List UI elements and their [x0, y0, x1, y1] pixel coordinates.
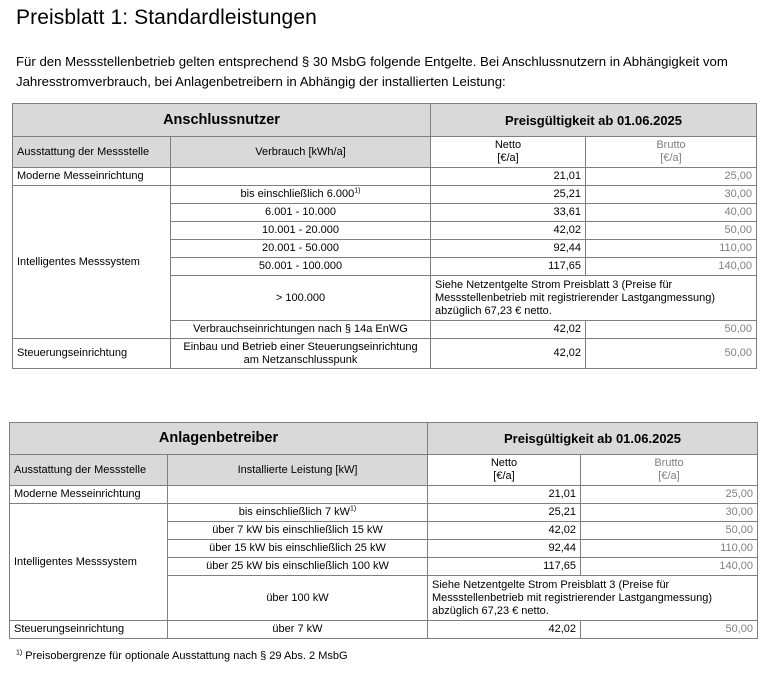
- brutto-label: Brutto: [656, 139, 686, 151]
- intro-text: Für den Messstellenbetrieb gelten entsprechend § 30 MsbG folgende Entgelte. Bei Anschlussnutzern in Abhängigkeit vom Jahresstromverbrauch, bei Anlagenbetreibern in Abhängig der installierten Leistung:: [16, 54, 728, 89]
- netto-value: 92,44: [428, 540, 581, 558]
- power-range: über 7 kW bis einschließlich 15 kW: [168, 522, 428, 540]
- netto-label: Netto: [494, 139, 522, 151]
- netto-value: 25,21: [431, 186, 586, 204]
- section-title: Anlagenbetreiber: [10, 423, 428, 455]
- brutto-value: 50,00: [586, 321, 757, 339]
- power-range: [168, 486, 428, 504]
- netto-value: 117,65: [428, 558, 581, 576]
- brutto-label: Brutto: [654, 457, 684, 469]
- footnote-text: Preisobergrenze für optionale Ausstattung nach § 29 Abs. 2 MsbG: [25, 650, 348, 662]
- equipment-label: Steuerungseinrichtung: [10, 621, 168, 639]
- price-table-anlagenbetreiber: [9, 422, 758, 639]
- netto-value: 21,01: [428, 486, 581, 504]
- usage-range: 20.001 - 50.000: [171, 240, 431, 258]
- equipment-label: Steuerungseinrichtung: [13, 339, 171, 369]
- brutto-value: 140,00: [581, 558, 758, 576]
- usage-range: > 100.000: [171, 276, 431, 321]
- price-table-anschlussnutzer: [12, 103, 757, 369]
- equipment-label: Intelligentes Messsystem: [10, 504, 168, 621]
- price-note: Siehe Netzentgelte Strom Preisblatt 3 (Preise für Messstellenbetrieb mit registrierender Lastgangmessung) abzüglich 67,23 € netto.: [428, 576, 758, 621]
- col-header-equipment: Ausstattung der Messstelle: [10, 455, 168, 486]
- usage-range: Einbau und Betrieb einer Steuerungseinrichtung am Netzanschlusspunk: [171, 339, 431, 369]
- brutto-value: 110,00: [586, 240, 757, 258]
- brutto-value: 30,00: [586, 186, 757, 204]
- usage-range: 50.001 - 100.000: [171, 258, 431, 276]
- netto-value: 25,21: [428, 504, 581, 522]
- brutto-unit: [€/a]: [660, 152, 682, 164]
- brutto-value: 50,00: [581, 522, 758, 540]
- table-row: [10, 504, 758, 522]
- table-row: [13, 168, 757, 186]
- brutto-value: 140,00: [586, 258, 757, 276]
- brutto-unit: [€/a]: [658, 470, 680, 482]
- netto-label: Netto: [490, 457, 518, 469]
- brutto-value: 25,00: [586, 168, 757, 186]
- netto-value: 42,02: [428, 522, 581, 540]
- footnote-ref: 1): [350, 505, 357, 513]
- netto-unit: [€/a]: [493, 470, 515, 482]
- netto-value: 42,02: [431, 222, 586, 240]
- usage-range: [171, 168, 431, 186]
- netto-value: 92,44: [431, 240, 586, 258]
- brutto-value: 50,00: [586, 339, 757, 369]
- table-row: [10, 486, 758, 504]
- col-header-power: Installierte Leistung [kW]: [168, 455, 428, 486]
- brutto-value: 40,00: [586, 204, 757, 222]
- table-row: [13, 339, 757, 369]
- usage-range: 10.001 - 20.000: [171, 222, 431, 240]
- power-range: über 7 kW: [168, 621, 428, 639]
- netto-value: 42,02: [431, 339, 586, 369]
- col-header-brutto: [581, 455, 758, 486]
- col-header-netto: [428, 455, 581, 486]
- col-header-netto: [431, 137, 586, 168]
- footnote-ref: 1): [354, 187, 361, 195]
- footnote-mark: 1): [16, 649, 23, 657]
- netto-value: 33,61: [431, 204, 586, 222]
- usage-range: 6.001 - 10.000: [171, 204, 431, 222]
- price-validity: Preisgültigkeit ab 01.06.2025: [431, 104, 757, 137]
- netto-value: 42,02: [431, 321, 586, 339]
- usage-range: bis einschließlich 6.000$^{1)}$: [171, 186, 431, 204]
- equipment-label: Moderne Messeinrichtung: [13, 168, 171, 186]
- power-range: bis einschließlich 7 $kW^{1)}$: [168, 504, 428, 522]
- col-header-equipment: Ausstattung der Messstelle: [13, 137, 171, 168]
- col-header-brutto: [586, 137, 757, 168]
- table-row: [13, 186, 757, 204]
- equipment-label: Moderne Messeinrichtung: [10, 486, 168, 504]
- power-range: über 25 kW bis einschließlich 100 kW: [168, 558, 428, 576]
- netto-unit: [€/a]: [497, 152, 519, 164]
- page-title: Preisblatt 1: Standardleistungen: [16, 6, 317, 29]
- section-title: Anschlussnutzer: [13, 104, 431, 137]
- brutto-value: 30,00: [581, 504, 758, 522]
- equipment-label: Intelligentes Messsystem: [13, 186, 171, 339]
- brutto-value: 50,00: [586, 222, 757, 240]
- footnote: [16, 650, 348, 662]
- netto-value: 117,65: [431, 258, 586, 276]
- brutto-value: 110,00: [581, 540, 758, 558]
- price-validity: Preisgültigkeit ab 01.06.2025: [428, 423, 758, 455]
- power-range: über 100 kW: [168, 576, 428, 621]
- col-header-usage: Verbrauch [kWh/a]: [171, 137, 431, 168]
- netto-value: 21,01: [431, 168, 586, 186]
- price-note: Siehe Netzentgelte Strom Preisblatt 3 (Preise für Messstellenbetrieb mit registrierender Lastgangmessung) abzüglich 67,23 € netto.: [431, 276, 757, 321]
- usage-range: Verbrauchseinrichtungen nach § 14a EnWG: [171, 321, 431, 339]
- brutto-value: 25,00: [581, 486, 758, 504]
- netto-value: 42,02: [428, 621, 581, 639]
- power-range: über 15 kW bis einschließlich 25 kW: [168, 540, 428, 558]
- table-row: [10, 621, 758, 639]
- brutto-value: 50,00: [581, 621, 758, 639]
